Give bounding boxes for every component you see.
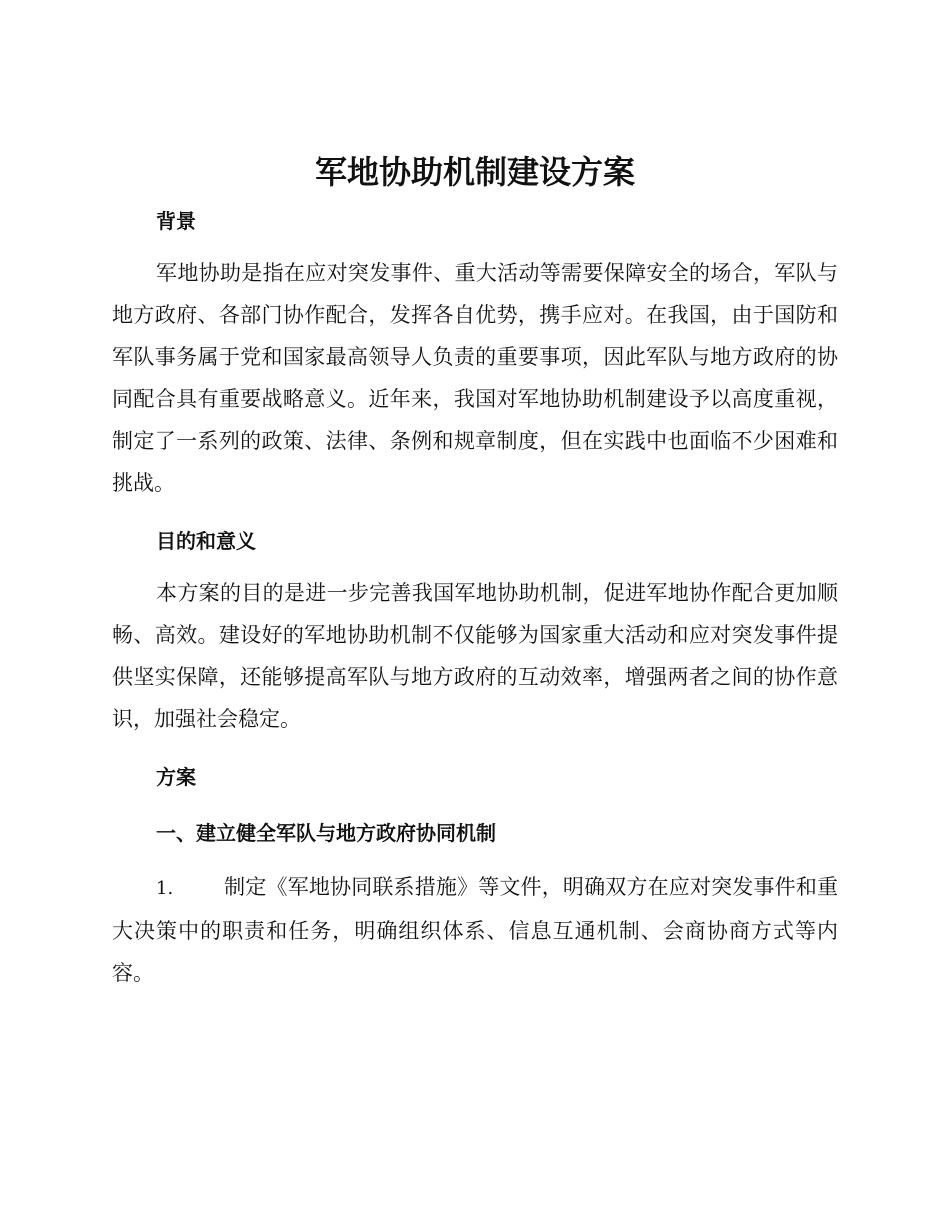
section-heading-background: 背景 bbox=[156, 209, 196, 233]
section-heading-purpose: 目的和意义 bbox=[156, 529, 256, 553]
plan-subheading: 一、建立健全军队与地方政府协同机制 bbox=[156, 821, 496, 845]
list-item-text: 制定《军地协同联系措施》等文件，明确双方在应对突发事件和重大决策中的职责和任务，明确组织体系、信息互通机制、会商协商方式等内容。 bbox=[112, 875, 838, 985]
background-paragraph: 军地协助是指在应对突发事件、重大活动等需要保障安全的场合，军队与地方政府、各部门协作配合，发挥各自优势，携手应对。在我国，由于国防和军队事务属于党和国家最高领导人负责的重要事项，因此军队与地方政府的协同配合具有重要战略意义。近年来，我国对军地协助机制建设予以高度重视，制定了一系列的政策、法律、条例和规章制度，但在实践中也面临不少困难和挑战。 bbox=[112, 261, 838, 495]
section-heading-plan: 方案 bbox=[156, 765, 196, 789]
document-title: 军地协助机制建设方案 bbox=[314, 153, 635, 191]
purpose-paragraph: 本方案的目的是进一步完善我国军地协助机制，促进军地协作配合更加顺畅、高效。建设好的军地协助机制不仅能够为国家重大活动和应对突发事件提供坚实保障，还能够提高军队与地方政府的互动效率，增强两者之间的协作意识，加强社会稳定。 bbox=[112, 581, 838, 731]
plan-list-item bbox=[112, 866, 838, 994]
list-item-number: 1. bbox=[156, 878, 174, 899]
